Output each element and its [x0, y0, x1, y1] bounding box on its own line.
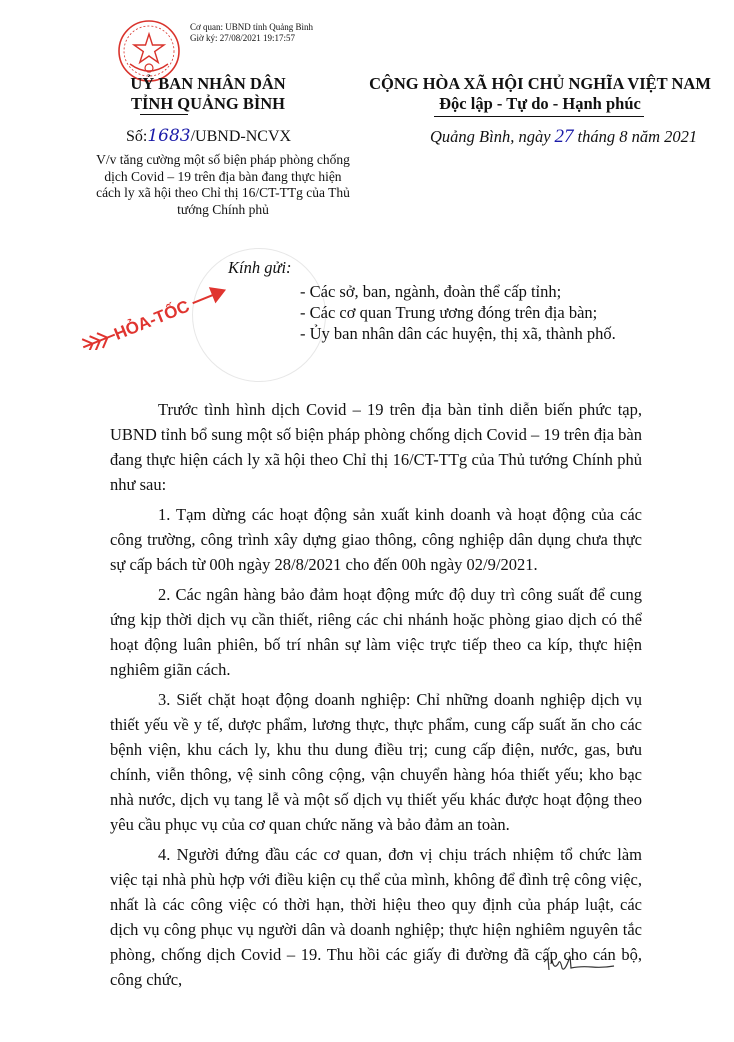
motto-underline [434, 116, 644, 117]
agency-underline [140, 114, 188, 115]
document-subject: V/v tăng cường một số biện pháp phòng chống dịch Covid – 19 trên địa bàn đang thực hiện cách ly xã hội theo Chỉ thị 16/CT-TTg của Thủ tướng Chính phủ [96, 152, 350, 217]
handwritten-initials [540, 950, 620, 980]
recipient-item: - Các cơ quan Trung ương đóng trên địa bàn; [300, 303, 598, 322]
greeting-label: Kính gửi: [228, 258, 292, 277]
document-body [110, 397, 642, 997]
express-label: HỎA-TỐC [111, 296, 193, 344]
issuing-agency [108, 74, 308, 114]
place-date [430, 126, 697, 148]
docno-suffix: /UBND-NCVX [190, 128, 292, 145]
body-paragraph-2: 2. Các ngân hàng bảo đảm hoạt động mức độ duy trì công suất để cung ứng kịp thời dịch vụ cần thiết, riêng các chi nhánh hoặc phòng giao dịch có thể hoạt động luân phiên, bố trí nhân sự làm việc trực tiếp theo ca kíp, thực hiện nghiêm giãn cách. [110, 585, 642, 679]
body-paragraph-intro: Trước tình hình dịch Covid – 19 trên địa bàn tỉnh diễn biến phức tạp, UBND tỉnh bổ sung một số biện pháp phòng chống dịch Covid – 19 trên địa bàn đang thực hiện cách ly xã hội theo Chỉ thị 16/CT-TTg của Thủ tướng Chính phủ như sau: [110, 400, 642, 494]
recipient-list [300, 281, 616, 344]
recipient-item: - Ủy ban nhân dân các huyện, thị xã, thành phố. [300, 324, 616, 343]
day-handwritten: 27 [554, 126, 574, 147]
body-paragraph-1: 1. Tạm dừng các hoạt động sản xuất kinh doanh và hoạt động của các công trường, công trình xây dựng giao thông, công nghiệp dân dụng chưa thực sự cấp bách từ 00h ngày 28/8/2021 cho đến 00h ngày 02/9/2021. [110, 505, 642, 574]
docno-handwritten: 1683 [147, 126, 191, 146]
signature-agency: Cơ quan: UBND tỉnh Quảng Bình [190, 22, 314, 32]
nation-motto: Độc lập - Tự do - Hạnh phúc [439, 94, 641, 113]
recipient-item: - Các sở, ban, ngành, đoàn thể cấp tỉnh; [300, 282, 562, 301]
nation-line-1: CỘNG HÒA XÃ HỘI CHỦ NGHĨA VIỆT NAM [369, 74, 711, 93]
place-prefix: Quảng Bình, ngày [430, 127, 551, 146]
national-header [356, 74, 724, 114]
document-number [126, 126, 291, 146]
body-paragraph-4: 4. Người đứng đầu các cơ quan, đơn vị chịu trách nhiệm tổ chức làm việc tại nhà phù hợp với điều kiện cụ thể của mình, không để đình trệ công việc, nhất là các công việc có thời hạn, thời hiệu theo quy định của pháp luật, các dịch vụ công phục vụ người dân và doanh nghiệp; thực hiện nghiêm nguyên tắc phòng, chống dịch Covid – 19. Thu hồi các giấy đi đường đã cấp cho cán bộ, công chức, [110, 845, 642, 989]
docno-prefix: Số: [126, 128, 148, 145]
date-rest: tháng 8 năm 2021 [577, 127, 698, 146]
signature-time: Giờ ký: 27/08/2021 19:17:57 [190, 33, 296, 43]
agency-line-1: UỶ BAN NHÂN DÂN [130, 74, 286, 93]
digital-signature-meta [190, 22, 313, 44]
agency-line-2: TỈNH QUẢNG BÌNH [130, 94, 286, 113]
body-paragraph-3: 3. Siết chặt hoạt động doanh nghiệp: Chỉ những doanh nghiệp dịch vụ thiết yếu về y tế, dược phẩm, lương thực, thực phẩm, cung cấp suất ăn cho các bệnh viện, khu cách ly, khu thu dung điều trị; cung cấp điện, nước, gas, bưu chính, viễn thông, vệ sinh công cộng, vận chuyển hàng hóa thiết yếu; kho bạc nhà nước, dịch vụ tang lễ và một số dịch vụ thiết yếu khác được hoạt động theo yêu cầu phục vụ của cơ quan chức năng và bảo đảm an toàn. [110, 690, 642, 834]
express-stamp [70, 280, 230, 350]
